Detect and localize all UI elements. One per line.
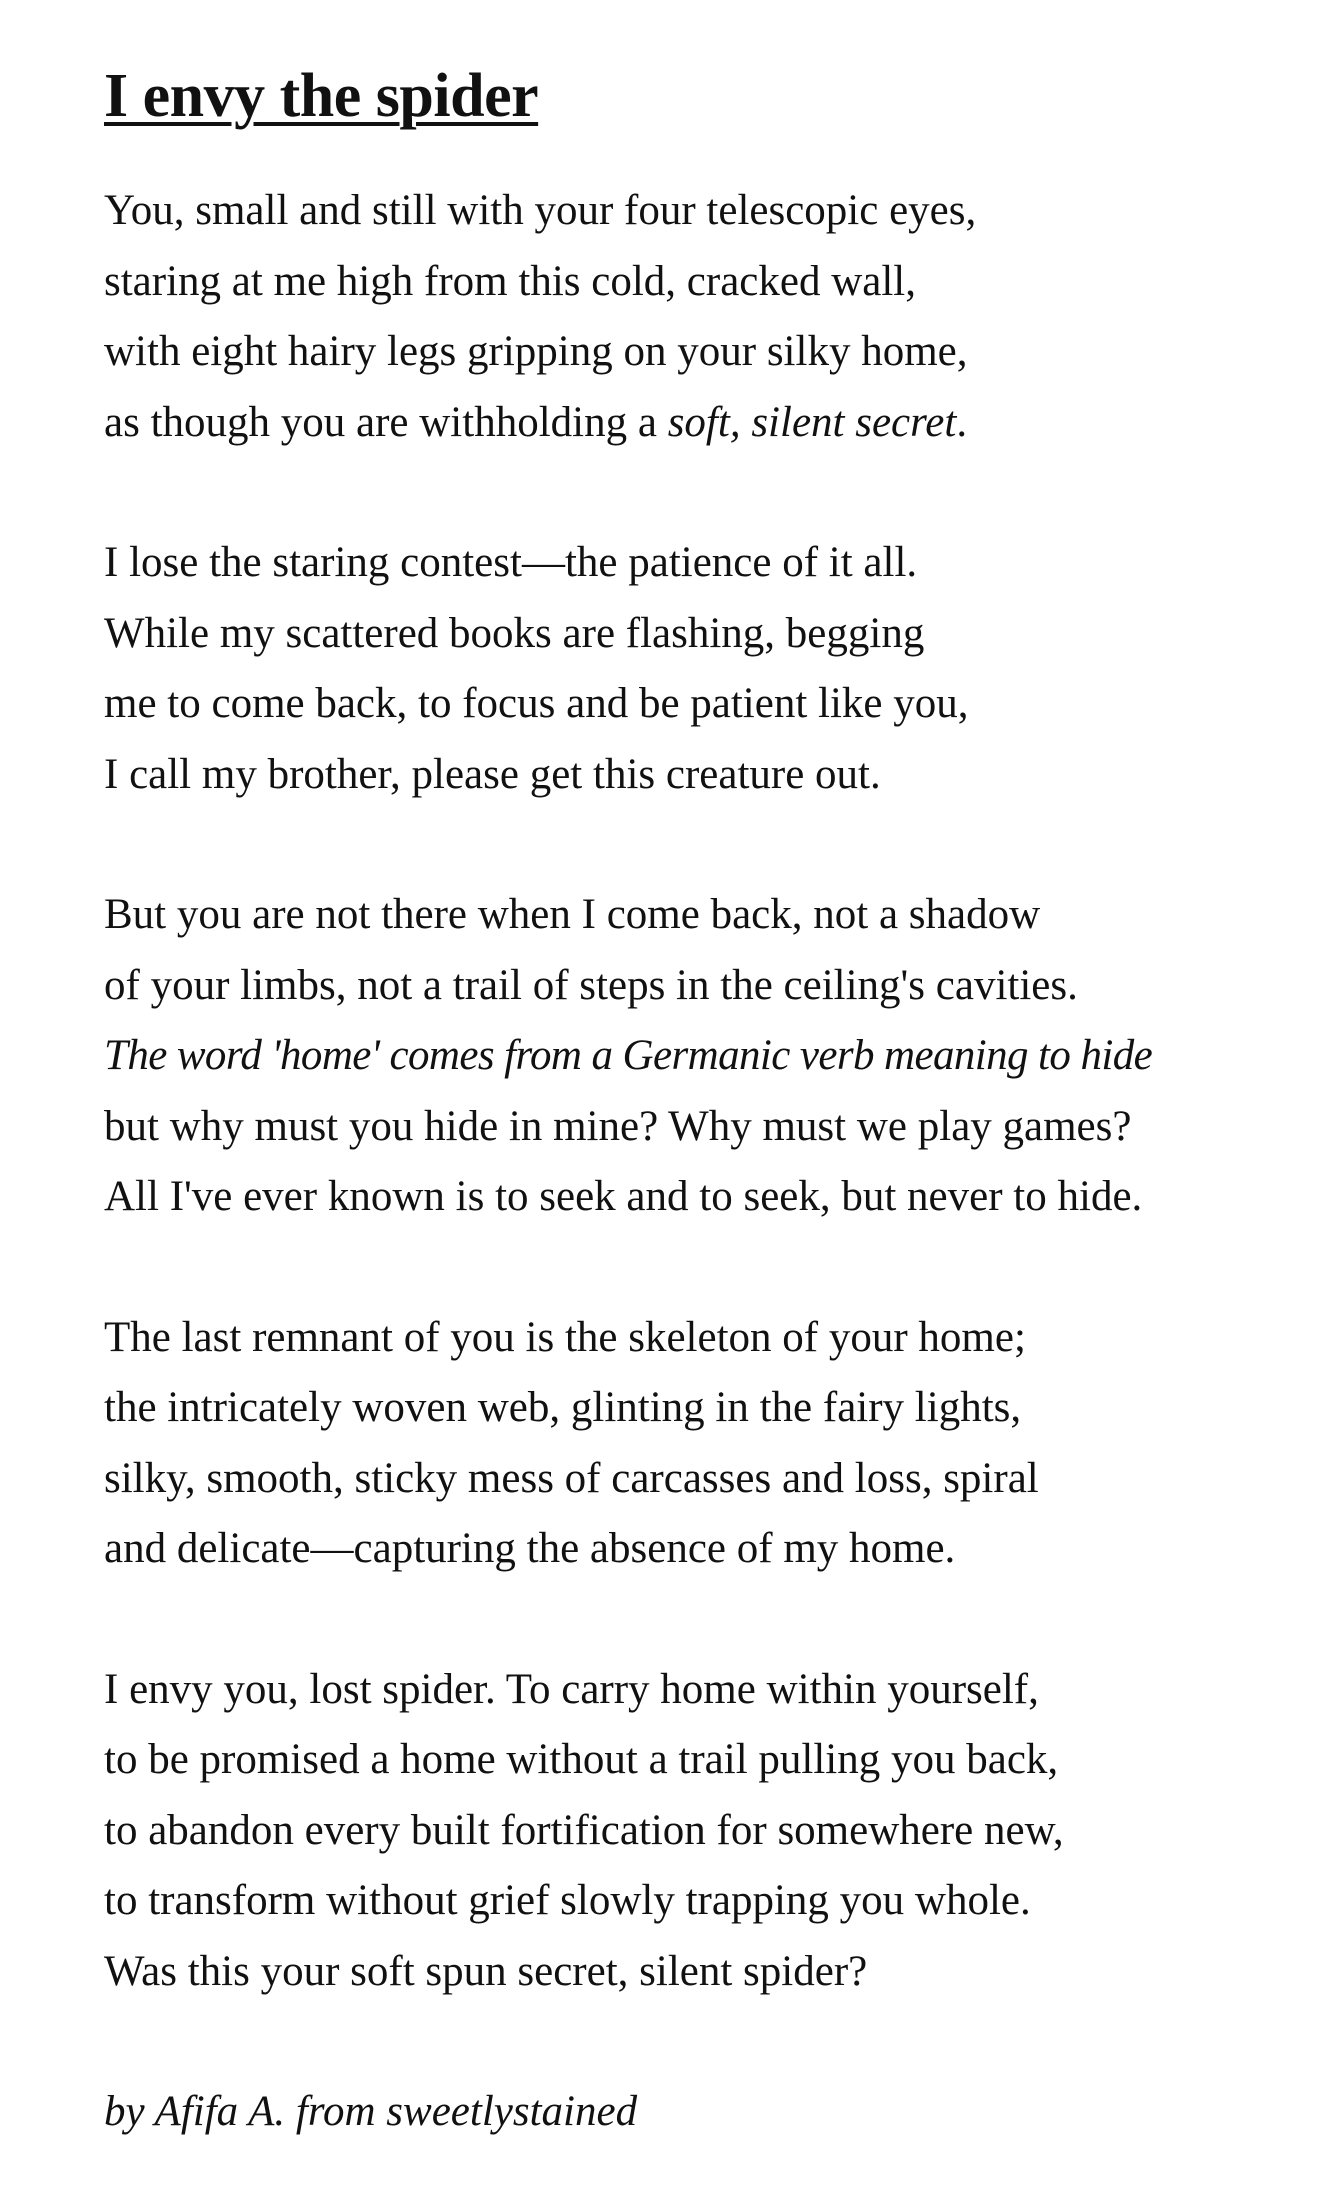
poem-line: me to come back, to focus and be patient like you, xyxy=(104,680,969,727)
stanza-2 xyxy=(104,528,1304,810)
poem-line: but why must you hide in mine? Why must we play games? xyxy=(104,1102,1132,1150)
poem-line: and delicate—capturing the absence of my home. xyxy=(104,1525,956,1572)
poem-line: But you are not there when I come back, not a shadow xyxy=(104,891,1041,938)
poem-line: I call my brother, please get this creature out. xyxy=(104,750,881,798)
poem-line: Was this your soft spun secret, silent spider? xyxy=(104,1947,868,1995)
poem-line: You, small and still with your four telescopic eyes, xyxy=(104,187,977,234)
poem-byline: by Afifa A. from sweetlystained xyxy=(104,2088,638,2135)
stanza-3 xyxy=(104,880,1304,1233)
poem-title: I envy the spider xyxy=(104,62,539,130)
poem-line: staring at me high from this cold, cracked wall, xyxy=(104,257,916,305)
poem-line: to be promised a home without a trail pulling you back, xyxy=(104,1736,1059,1783)
poem-line: I envy you, lost spider. To carry home within yourself, xyxy=(104,1665,1039,1713)
poem-line: While my scattered books are flashing, begging xyxy=(104,609,925,657)
poem-line: with eight hairy legs gripping on your silky home, xyxy=(104,328,968,375)
poem-line: to transform without grief slowly trapping you whole. xyxy=(104,1877,1031,1924)
poem-line-italic: The word 'home' comes from a Germanic verb meaning to hide xyxy=(104,1032,1153,1079)
poem-line: All I've ever known is to seek and to seek, but never to hide. xyxy=(104,1173,1143,1220)
stanza-4 xyxy=(104,1303,1304,1585)
line-text: . xyxy=(956,398,968,446)
poem-line: silky, smooth, sticky mess of carcasses and loss, spiral xyxy=(104,1454,1039,1502)
poem-line: the intricately woven web, glinting in the fairy lights, xyxy=(104,1384,1022,1431)
poem-line: to abandon every built fortification for somewhere new, xyxy=(104,1806,1064,1854)
poem-line: The last remnant of you is the skeleton of your home; xyxy=(104,1313,1026,1361)
italic-phrase: soft, silent secret xyxy=(667,398,957,446)
poem-page xyxy=(104,58,1304,2147)
poem-body xyxy=(104,176,1304,2007)
line-text: as though you are withholding a xyxy=(104,398,668,446)
stanza-5 xyxy=(104,1655,1304,2008)
poem-line: of your limbs, not a trail of steps in the ceiling's cavities. xyxy=(104,961,1078,1009)
poem-line xyxy=(104,388,1304,459)
stanza-1 xyxy=(104,176,1304,458)
poem-line: I lose the staring contest—the patience of it all. xyxy=(104,539,918,586)
